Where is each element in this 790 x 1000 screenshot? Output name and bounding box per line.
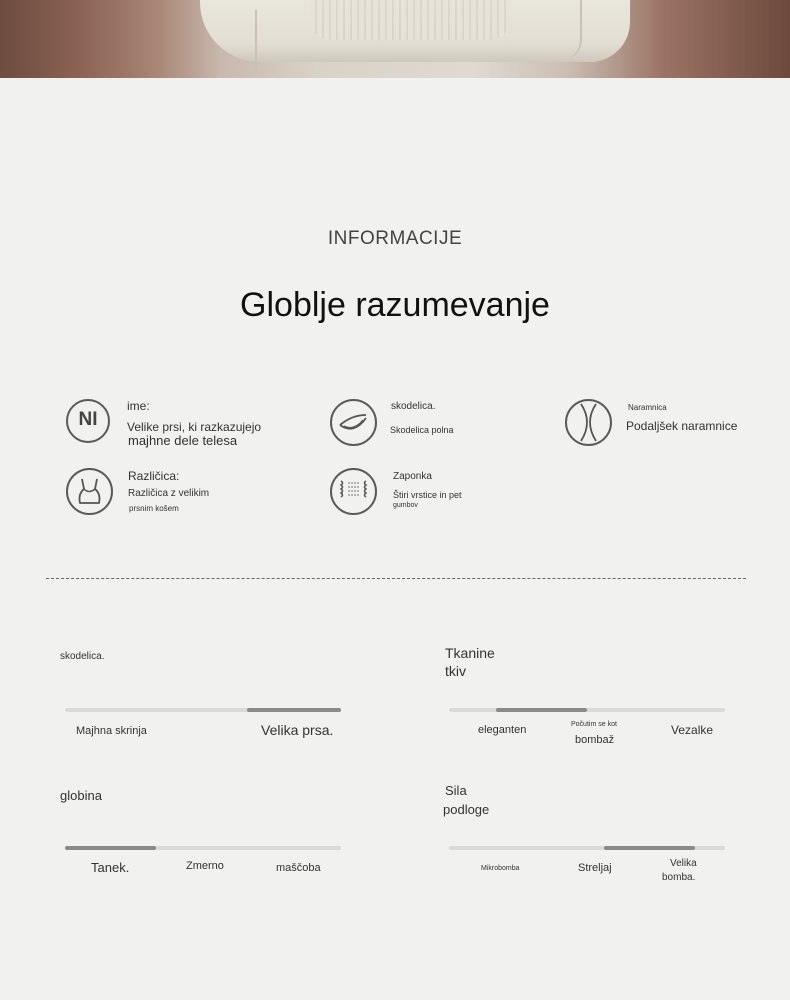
scale-title: Tkanine — [445, 645, 495, 661]
scale-fill — [65, 846, 156, 850]
section-title: Globlje razumevanje — [240, 286, 550, 324]
info-label-clasp: Zaponka — [393, 471, 432, 482]
scale-title: tkiv — [445, 663, 466, 679]
scale-fill — [604, 846, 695, 850]
info-label-strap: Naramnica — [628, 403, 667, 412]
info-label-variant: Različica: — [128, 469, 180, 483]
scale-label: Velika prsa. — [261, 722, 334, 738]
scale-label: Mikrobomba — [481, 865, 520, 872]
info-value-strap: Podaljšek naramnice — [626, 419, 738, 433]
elastic-gather — [310, 0, 510, 40]
scale-title: podloge — [443, 802, 490, 817]
scale-title: globina — [60, 788, 102, 803]
scale-label: Vezalke — [671, 723, 714, 737]
scale-label: maščoba — [276, 862, 321, 874]
scale-label: Streljaj — [578, 862, 612, 874]
strap-icon — [565, 399, 612, 446]
scale-label: Velika — [670, 858, 697, 869]
product-photo — [0, 0, 790, 78]
info-label-name: ime: — [127, 399, 150, 413]
scale-label: Majhna skrinja — [76, 725, 147, 737]
scale-fill — [496, 708, 587, 712]
ni-logo-text: NI — [78, 409, 98, 430]
scale-track — [65, 846, 341, 850]
seam-line — [255, 10, 287, 70]
info-value-cup: Skodelica polna — [390, 425, 454, 435]
tank-top-icon — [66, 468, 113, 515]
info-value-clasp-line2: gumbov — [393, 502, 418, 509]
scale-track — [449, 846, 725, 850]
ni-logo-icon — [66, 399, 110, 443]
cup-icon — [330, 399, 377, 446]
scale-title: Sila — [445, 783, 467, 798]
scale-label: bombaž — [575, 734, 615, 746]
dashed-divider — [46, 578, 746, 579]
info-label-cup: skodelica. — [391, 401, 436, 412]
info-value-line2: majhne dele telesa — [128, 433, 238, 448]
scale-track — [65, 708, 341, 712]
info-value-line1: Velike prsi, ki razkazujejo — [127, 420, 262, 434]
info-value-clasp-line1: Štiri vrstice in pet — [393, 490, 462, 500]
scale-label: Tanek. — [91, 860, 130, 875]
scale-label: Zmerno — [186, 860, 224, 872]
scale-label: Počutim se kot — [571, 721, 617, 728]
info-value-variant-line2: prsnim košem — [129, 504, 179, 513]
hook-clasp-icon — [330, 468, 377, 515]
scale-label: eleganten — [478, 724, 527, 736]
seam-line — [540, 0, 582, 60]
scale-title: skodelica. — [60, 651, 105, 662]
info-value-variant-line1: Različica z velikim — [128, 488, 210, 499]
scale-label: bomba. — [662, 872, 696, 883]
section-kicker: INFORMACIJE — [327, 228, 463, 249]
scale-fill — [247, 708, 341, 712]
scale-track — [449, 708, 725, 712]
